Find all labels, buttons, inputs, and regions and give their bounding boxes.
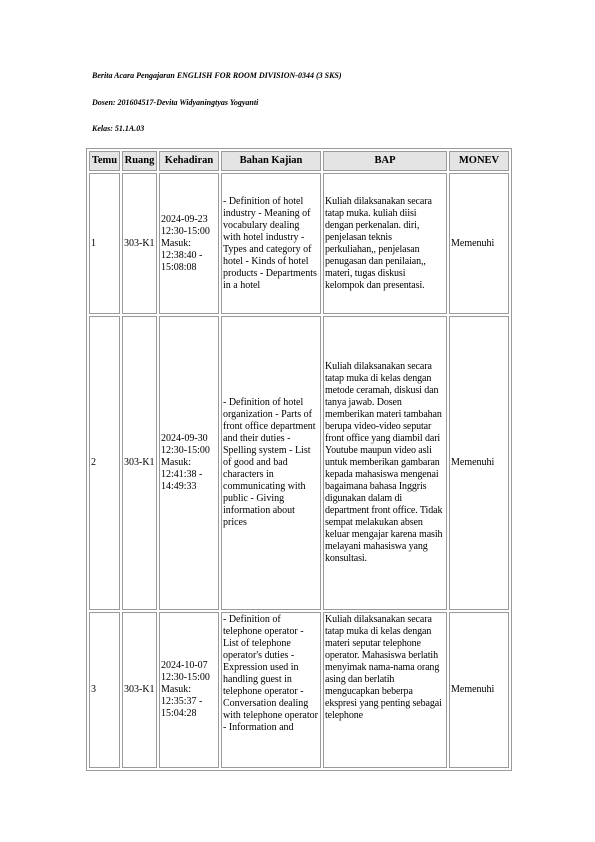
cell-temu: 1 [89,173,120,314]
header-kehadiran: Kehadiran [159,151,219,171]
table-row [89,173,509,314]
cell-temu: 2 [89,316,120,610]
cell-bahan-kajian: - Definition of hotel organization - Parts of front office department and their duties - Spelling system - List of good and bad characters in communicating with public - Giving information about prices [221,316,321,610]
lecturer-line: Dosen: 201604517-Devita Widyaningtyas Yogyanti [92,98,259,107]
document-title: Berita Acara Pengajaran ENGLISH FOR ROOM DIVISION-0344 (3 SKS) [92,71,342,80]
cell-bahan-kajian: - Definition of hotel industry - Meaning of vocabulary dealing with hotel industry - Types and category of hotel - Kinds of hotel products - Departments in a hotel [221,173,321,314]
class-line: Kelas: 51.1A.03 [92,124,145,133]
cell-bahan-kajian: - Definition of telephone operator - List of telephone operator's duties - Expression used in handling guest in telephone operator - Conversation dealing with telephone operator - Information and [221,612,321,768]
attendance-table [86,148,512,771]
header-bahan-kajian: Bahan Kajian [221,151,321,171]
header-monev: MONEV [449,151,509,171]
cell-ruang: 303-K1 [122,612,157,768]
cell-kehadiran: 2024-09-30 12:30-15:00 Masuk: 12:41:38 - 14:49:33 [159,316,219,610]
cell-monev: Memenuhi [449,316,509,610]
cell-monev: Memenuhi [449,612,509,768]
header-ruang: Ruang [122,151,157,171]
header-bap: BAP [323,151,447,171]
cell-temu: 3 [89,612,120,768]
cell-monev: Memenuhi [449,173,509,314]
cell-kehadiran: 2024-09-23 12:30-15:00 Masuk: 12:38:40 - 15:08:08 [159,173,219,314]
table-header-row [89,151,509,171]
cell-ruang: 303-K1 [122,173,157,314]
cell-kehadiran: 2024-10-07 12:30-15:00 Masuk: 12:35:37 - 15:04:28 [159,612,219,768]
cell-bap: Kuliah dilaksanakan secara tatap muka. kuliah diisi dengan perkenalan. diri, penjelasan teknis perkuliahan,, penjelasan penugasan dan penilaian,, materi, tugas diskusi kelompok dan presentasi. [323,173,447,314]
table-row [89,612,509,768]
header-temu: Temu [89,151,120,171]
cell-ruang: 303-K1 [122,316,157,610]
cell-bap: Kuliah dilaksanakan secara tatap muka di kelas dengan materi seputar telephone operator. Mahasiswa berlatih menyimak nama-nama orang asing dan berlatih mengucapkan beberpa ekspresi yang penting sebagai telephone [323,612,447,768]
table-row [89,316,509,610]
cell-bap: Kuliah dilaksanakan secara tatap muka di kelas dengan metode ceramah, diskusi dan tanya jawab. Dosen memberikan materi tambahan berupa video-video seputar front office yang diambil dari Youtube maupun video asli untuk memberikan gambaran kepada mahasiswa mengenai bagaimana bahasa Inggris digunakan dalam di department front office. Tidak sempat melakukan absen keluar mengajar karena masih melayani mahasiswa yang konsultasi. [323,316,447,610]
